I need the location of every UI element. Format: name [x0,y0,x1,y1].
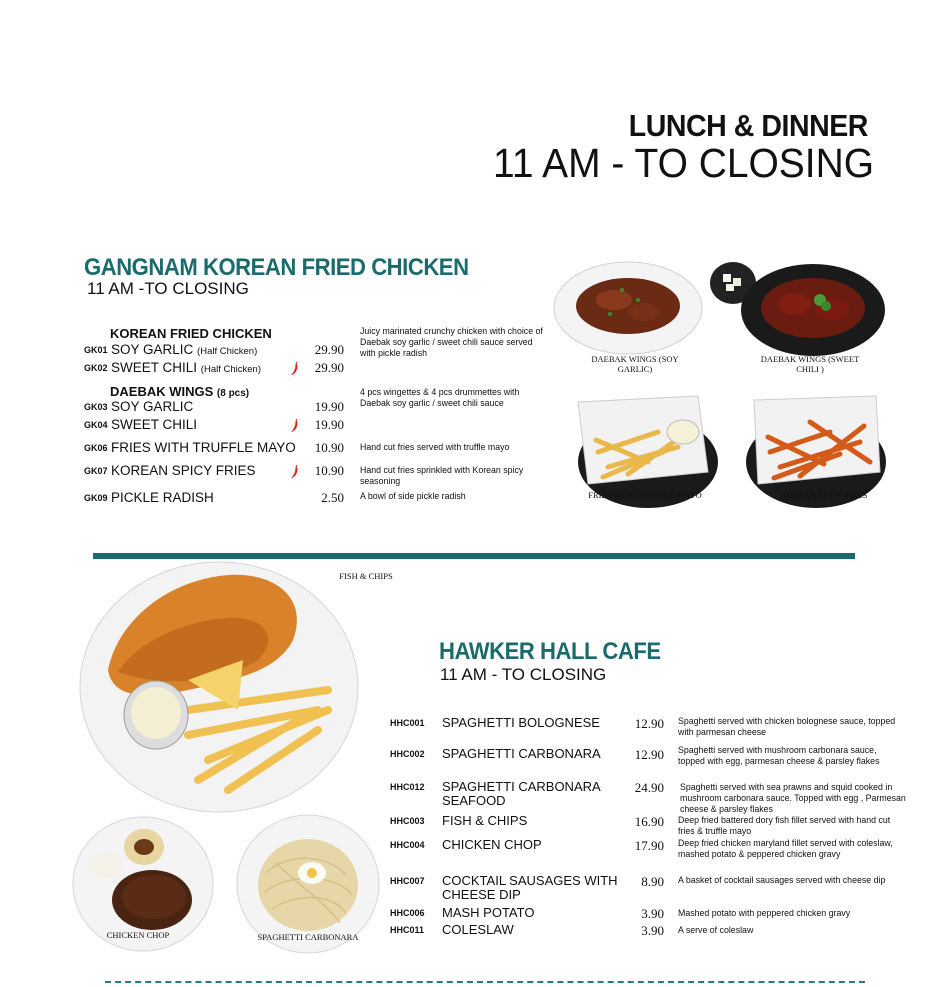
item-description: 4 pcs wingettes & 4 pcs drummettes with Daebak soy garlic / sweet chili sauce [360,387,520,408]
item-code: GK01 [84,345,108,355]
item-name: SPAGHETTI CARBONARA SEAFOOD [442,779,600,808]
hawker-hours: 11 AM - TO CLOSING [440,665,607,684]
item-code: HHC007 [390,876,425,886]
item-name: COLESLAW [442,922,514,937]
gangnam-hours: 11 AM -TO CLOSING [87,279,249,298]
item-name: SPAGHETTI BOLOGNESE [442,715,600,730]
item-description: Hand cut fries sprinkled with Korean spicy seasoning [360,465,524,486]
item-description: Hand cut fries served with truffle mayo [360,442,510,452]
item-code: GK02 [84,363,108,373]
chili-pepper-icon [290,419,299,433]
item-name: SWEET CHILI [111,417,198,432]
page-title: LUNCH & DINNER [628,108,868,143]
item-name: SOY GARLIC [111,399,194,414]
item-description: A bowl of side pickle radish [360,491,466,501]
item-description: Spaghetti served with mushroom carbonara sauce, topped with egg, parmesan cheese & parsley flakes [678,745,880,766]
item-price: 3.90 [641,923,664,938]
item-code: HHC002 [390,749,425,759]
item-description: Deep fried chicken maryland fillet served with coleslaw, mashed potato & peppered chicken gravy [678,838,893,859]
item-price: 24.90 [634,780,664,795]
item-price: 10.90 [314,440,344,455]
item-name: SWEET CHILI (Half Chicken) [111,360,261,375]
item-description: Spaghetti served with chicken bolognese sauce, topped with parmesan cheese [678,716,896,737]
menu-item [84,463,554,486]
photo-caption: DAEBAK WINGS (SWEET CHILI ) [760,354,860,374]
daebak-wings-soy-photo [552,260,704,356]
item-code: HHC003 [390,816,425,826]
item-price: 12.90 [634,716,664,731]
item-code: GK06 [84,443,108,453]
item-code: GK04 [84,420,108,430]
item-price: 12.90 [634,747,664,762]
bottom-dashed-divider [105,981,865,983]
photo-caption: CHICKEN CHOP [106,930,170,940]
item-code: GK03 [84,402,108,412]
photo-caption: FRIES WITH TRUFFLE MAYO [588,490,702,500]
item-description: A serve of coleslaw [678,925,754,935]
item-description: Deep fried battered dory fish fillet served with hand cut fries & truffle mayo [678,815,891,836]
menu-item [84,440,554,458]
item-description: Juicy marinated crunchy chicken with choice of Daebak soy garlic / sweet chili sauce served with pickle radish [360,326,543,358]
daebak-wings-chili-photo [740,262,886,358]
item-code: HHC004 [390,840,425,850]
item-price: 29.90 [314,342,344,357]
chili-pepper-icon [290,465,299,479]
menu-item [84,490,554,508]
item-price: 3.90 [641,906,664,921]
item-description: A basket of cocktail sausages served with cheese dip [678,875,886,885]
hawker-title: HAWKER HALL CAFE [439,638,661,665]
item-price: 2.50 [321,490,344,505]
item-code: HHC001 [390,718,425,728]
item-code: HHC012 [390,782,425,792]
item-name: MASH POTATO [442,905,535,920]
photo-caption: KOREAN SPICY FRIES [780,490,868,500]
item-name: KOREAN SPICY FRIES [111,463,256,478]
item-name: PICKLE RADISH [111,490,214,505]
page-hours: 11 AM - TO CLOSING [493,140,874,186]
item-name: FRIES WITH TRUFFLE MAYO [111,440,296,455]
menu-item [84,360,554,378]
group-heading: DAEBAK WINGS (8 pcs) [110,384,250,399]
item-price: 29.90 [314,360,344,375]
item-code: GK07 [84,466,108,476]
item-price: 17.90 [634,838,664,853]
photo-caption: SPAGHETTI CARBONARA [257,932,359,942]
item-name: CHICKEN CHOP [442,837,542,852]
item-price: 19.90 [314,399,344,414]
section-divider [93,553,855,559]
item-description: Mashed potato with peppered chicken gravy [678,908,851,918]
menu-item [84,417,554,435]
item-description: Spaghetti served with sea prawns and squid cooked in mushroom carbonara sauce. Topped with egg , Parmesan cheese & parsley flakes [680,782,906,814]
item-price: 19.90 [314,417,344,432]
photo-caption: DAEBAK WINGS (SOY GARLIC) [591,354,679,374]
item-code: GK09 [84,493,108,503]
item-name: FISH & CHIPS [442,813,528,828]
item-code: HHC006 [390,908,425,918]
item-price: 10.90 [314,463,344,478]
item-name: SOY GARLIC (Half Chicken) [111,342,258,357]
item-name: COCKTAIL SAUSAGES WITH CHEESE DIP [442,873,618,902]
item-code: HHC011 [390,925,425,935]
group-heading: KOREAN FRIED CHICKEN [110,326,272,341]
item-price: 16.90 [634,814,664,829]
chili-pepper-icon [290,362,299,376]
item-name: SPAGHETTI CARBONARA [442,746,601,761]
gangnam-title: GANGNAM KOREAN FRIED CHICKEN [84,254,469,281]
item-price: 8.90 [641,874,664,889]
photo-caption: FISH & CHIPS [339,571,393,581]
fish-and-chips-photo [78,560,360,814]
